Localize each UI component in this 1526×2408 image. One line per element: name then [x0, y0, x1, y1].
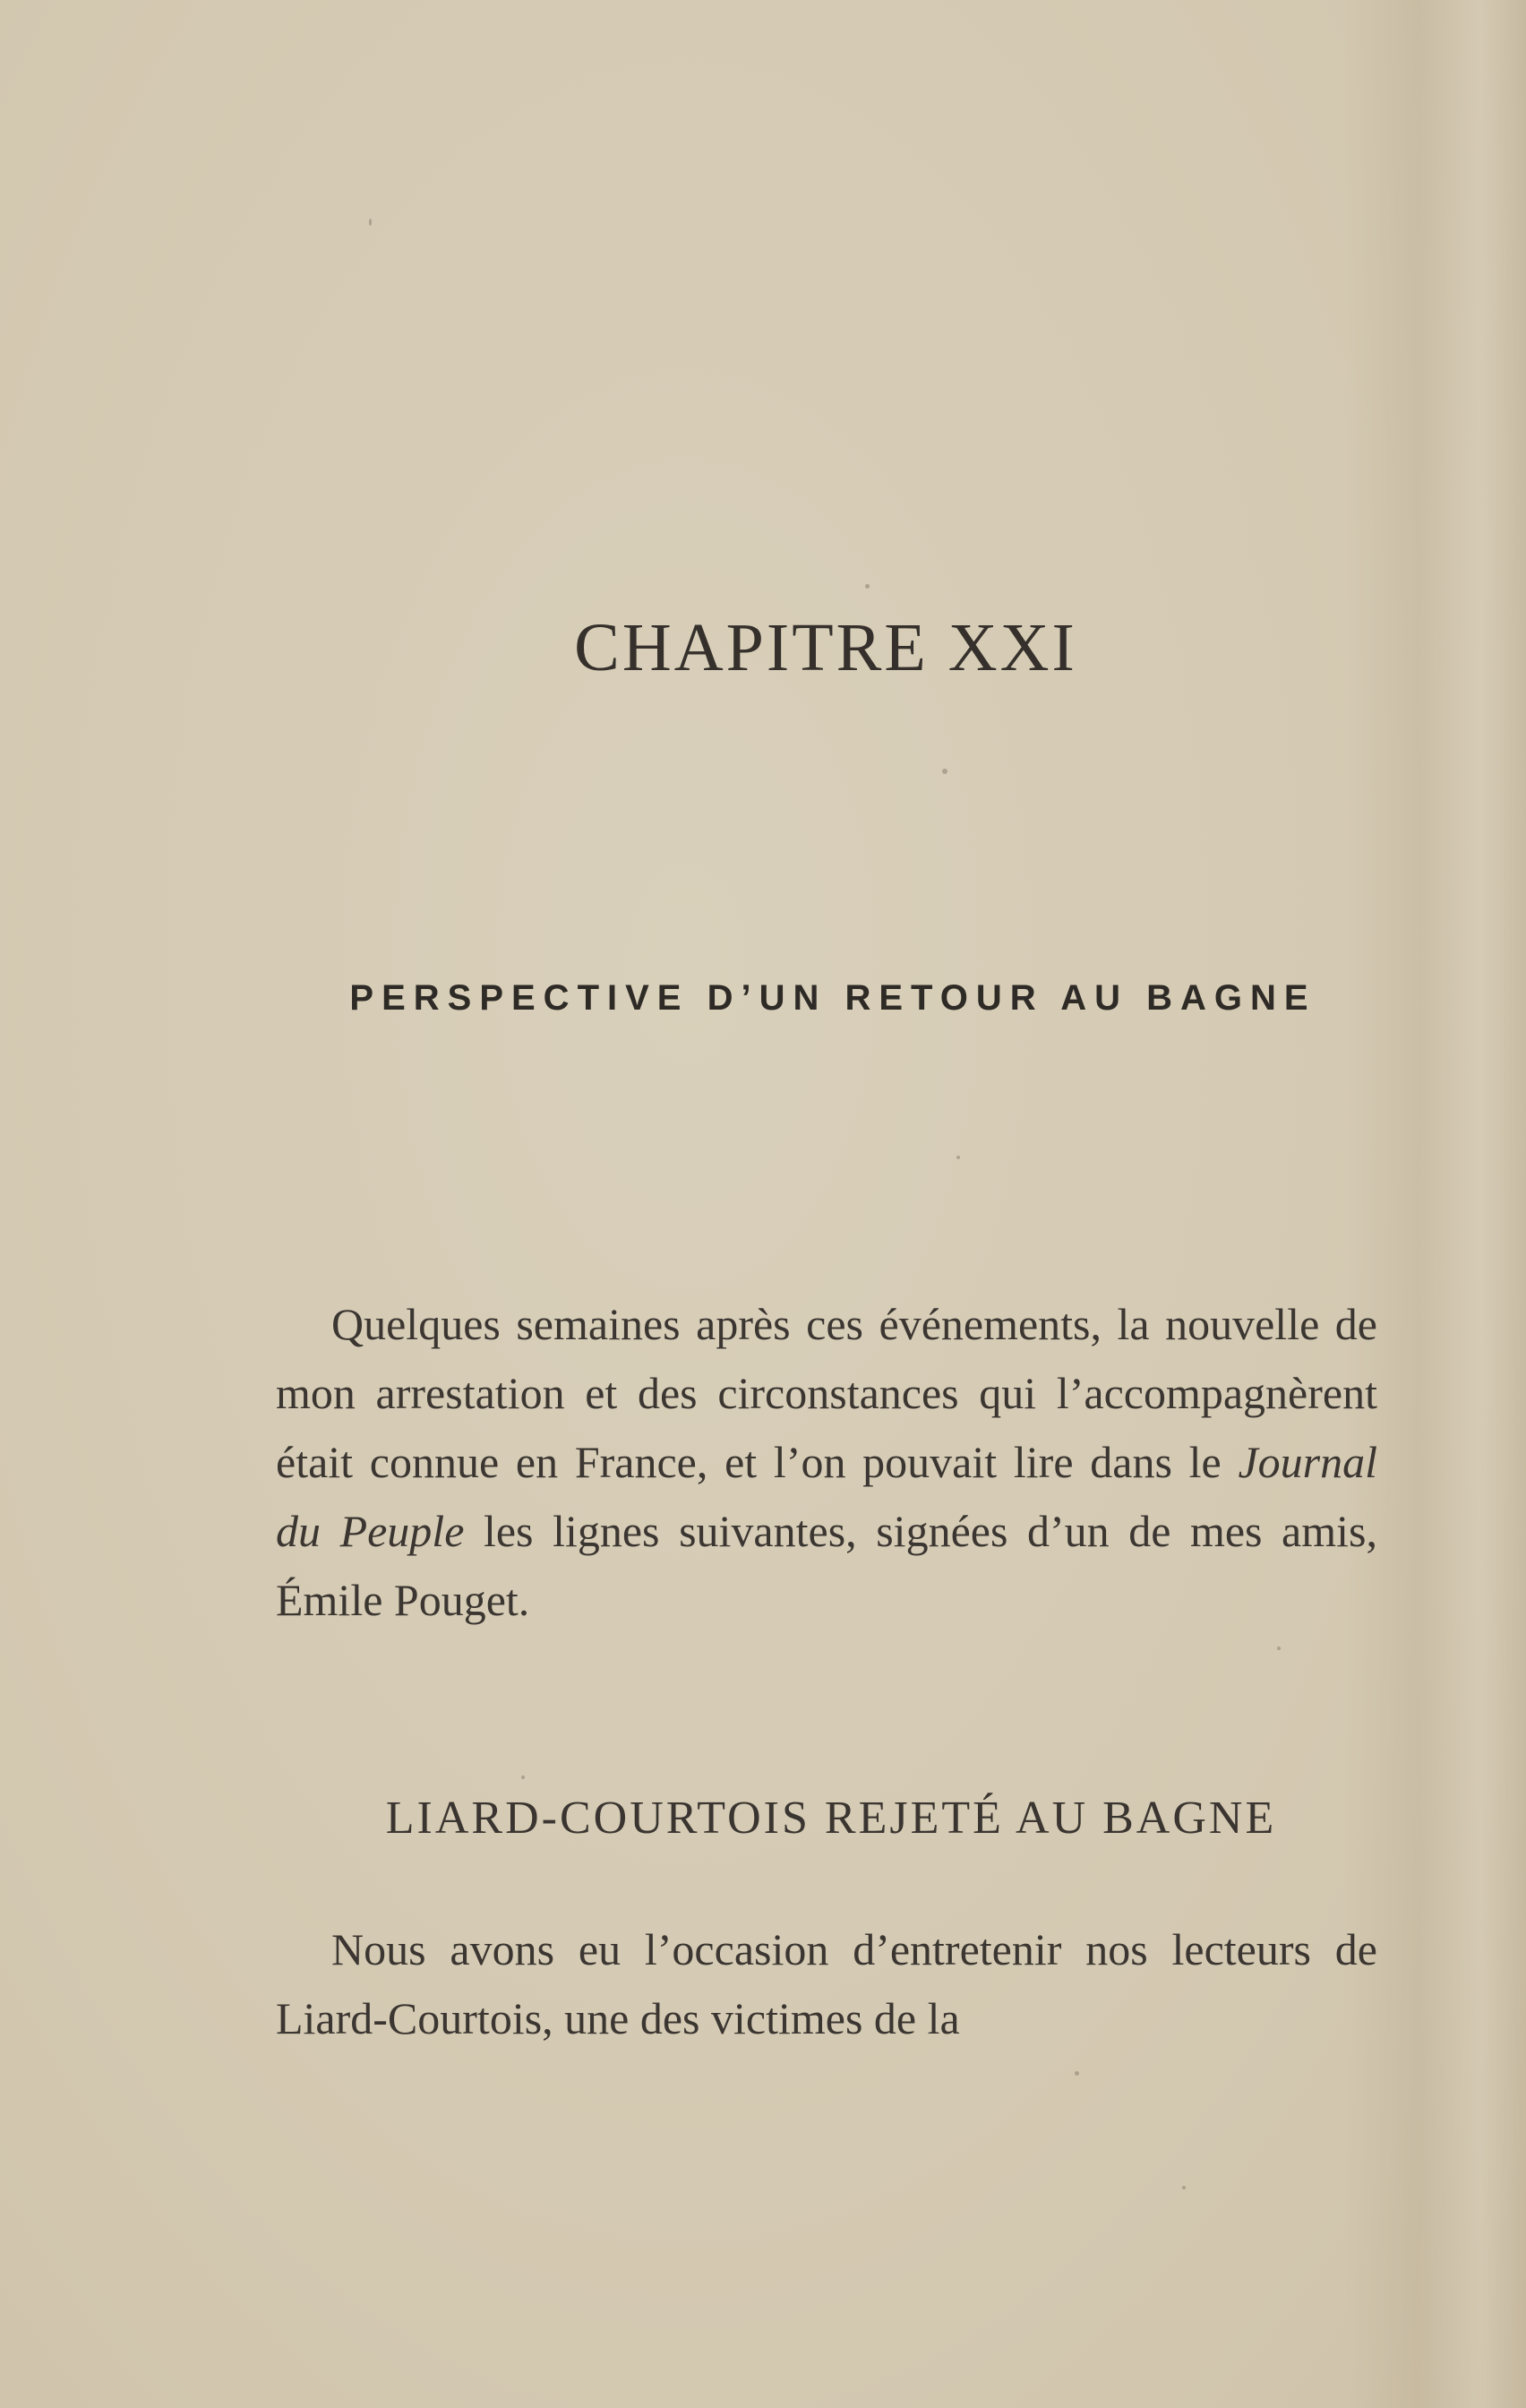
journal-title: Journal du Peuple: [276, 1437, 1377, 1556]
paper-speck: [956, 1156, 960, 1159]
paragraph-1: [276, 1290, 1377, 1635]
paragraph-2: Nous avons eu l’occasion d’entretenir nos lecteurs de Liard-Courtois, une des victimes de la: [276, 1924, 1377, 2043]
paragraph-1-text-start: Quelques semaines après ces événements, la nouvelle de mon arrestation et des circonstances qui l’accompagnèrent était connue en France, et l’on pouvait lire dans le: [276, 1299, 1377, 1487]
paper-speck: [521, 1776, 525, 1779]
chapter-title: CHAPITRE XXI: [574, 610, 1077, 685]
paper-speck: [865, 584, 870, 589]
paper-speck: [1075, 2071, 1079, 2076]
paper-speck: [1182, 2186, 1186, 2189]
paper-speck: [1277, 1647, 1281, 1650]
chapter-subtitle: PERSPECTIVE D’UN RETOUR AU BAGNE: [349, 978, 1316, 1018]
article-heading: LIARD-COURTOIS REJETÉ AU BAGNE: [385, 1793, 1277, 1844]
paragraph-1-text-end: les lignes suivantes, signées d’un de mes amis, Émile Pouget.: [276, 1506, 1377, 1625]
paper-speck: [942, 769, 947, 774]
paper-speck: [369, 219, 372, 226]
